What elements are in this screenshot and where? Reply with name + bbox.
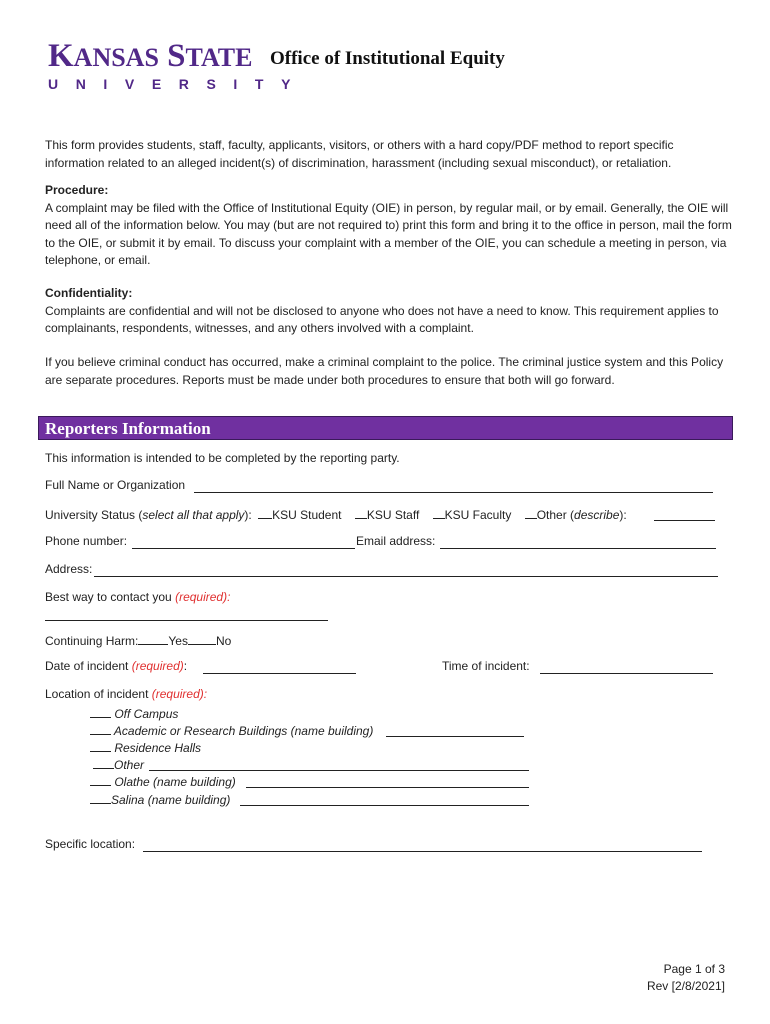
date-field[interactable] (203, 673, 356, 674)
other-location-check[interactable] (93, 756, 114, 769)
date-label: Date of incident (45, 659, 132, 673)
intro-paragraph: This form provides students, staff, faculty, applicants, visitors, or others with a hard copy/PDF method to report specific information related to an alleged incident(s) of discrimination, harassment (including sexual misconduct), or retaliation. (45, 138, 674, 170)
section-title: Reporters Information (45, 419, 211, 438)
harm-yes-check[interactable] (138, 632, 168, 645)
contact-field[interactable] (45, 620, 328, 621)
residence-check[interactable] (90, 739, 111, 752)
academic-check[interactable] (90, 722, 111, 735)
olathe-check[interactable] (90, 773, 111, 786)
other-location-field[interactable] (149, 770, 529, 771)
specific-location-label: Specific location: (45, 837, 136, 851)
location-academic (90, 722, 373, 739)
other-status-hint: describe (574, 508, 620, 522)
revision-date: Rev [2/8/2021] (646, 979, 725, 993)
status-row (45, 506, 627, 523)
location-off-campus (90, 705, 178, 722)
ksu-faculty-check[interactable] (433, 506, 445, 519)
contact-required: (required) (175, 590, 228, 604)
harm-yes-label: Yes (168, 634, 188, 648)
procedure-text: A complaint may be filed with the Office of Institutional Equity (OIE) in person, by regular mail, or by email. Generally, the OIE will need all of the information below. You may (but are not required to) print this form and bring it to the office in person, mail the form to the OIE, or submit it by email. To discuss your complaint with a member of the OIE, you can schedule a meeting in person, via telephone, or email. (45, 200, 732, 267)
location-salina (90, 791, 230, 808)
olathe-label: Olathe (name building) (114, 775, 236, 789)
logo-university: UNIVERSITY (48, 76, 309, 92)
page-number: Page 1 of 3 (663, 962, 725, 976)
continuing-harm-label: Continuing Harm: (45, 634, 139, 648)
full-name-label: Full Name or Organization (45, 478, 186, 492)
location-required: (required) (151, 687, 204, 701)
logo-wordmark: KANSAS STATE (48, 38, 253, 74)
other-status-close: ): (619, 508, 627, 522)
contact-label: Best way to contact you (45, 590, 176, 604)
ksu-student-label: KSU Student (272, 508, 342, 522)
confidentiality-heading: Confidentiality: (45, 286, 133, 300)
salina-check[interactable] (90, 791, 111, 804)
address-field[interactable] (94, 576, 718, 577)
harm-no-check[interactable] (188, 632, 216, 645)
location-olathe (90, 773, 236, 790)
continuing-harm-row (45, 632, 231, 649)
ksu-staff-label: KSU Staff (366, 508, 420, 522)
full-name-field[interactable] (194, 492, 713, 493)
ksu-logo (48, 40, 308, 92)
criminal-note: If you believe criminal conduct has occurred, make a criminal complaint to the police. The criminal justice system and this Policy are separate procedures. Reports must be made under both procedures to ensure that both will go forward. (45, 355, 724, 387)
location-row: Location of incident (required): (45, 687, 208, 701)
salina-label: Salina (name building) (111, 793, 231, 807)
other-status-check[interactable] (525, 506, 537, 519)
office-title: Office of Institutional Equity (270, 48, 505, 69)
ksu-student-check[interactable] (258, 506, 272, 519)
address-label: Address: (45, 562, 93, 576)
ksu-staff-check[interactable] (355, 506, 367, 519)
section-header-bar (38, 416, 733, 440)
confidentiality-text: Complaints are confidential and will not be disclosed to anyone who does not have a need to know. This requirement applies to complainants, respondents, witnesses, and any others involved with a complaint. (45, 303, 719, 335)
specific-location-field[interactable] (143, 851, 702, 852)
other-status-field[interactable] (654, 520, 715, 521)
date-required: (required) (131, 659, 184, 673)
off-campus-label: Off Campus (114, 707, 179, 721)
location-label: Location of incident (45, 687, 152, 701)
confidentiality-block (45, 285, 735, 338)
off-campus-check[interactable] (90, 705, 111, 718)
location-other (93, 756, 144, 773)
email-field[interactable] (440, 548, 716, 549)
harm-no-label: No (215, 634, 232, 648)
procedure-block (45, 182, 735, 270)
olathe-building-field[interactable] (246, 787, 529, 788)
location-residence (90, 739, 201, 756)
time-label: Time of incident: (442, 659, 530, 673)
date-row: Date of incident (required): (45, 659, 188, 673)
phone-label: Phone number: (45, 534, 128, 548)
section-subtitle: This information is intended to be completed by the reporting party. (45, 451, 400, 465)
residence-label: Residence Halls (114, 741, 202, 755)
academic-label: Academic or Research Buildings (name building) (113, 724, 374, 738)
phone-field[interactable] (132, 548, 355, 549)
procedure-heading: Procedure: (45, 183, 109, 197)
status-close: ): (244, 508, 252, 522)
status-hint: select all that apply (142, 508, 245, 522)
time-field[interactable] (540, 673, 713, 674)
ksu-faculty-label: KSU Faculty (444, 508, 512, 522)
salina-building-field[interactable] (240, 805, 529, 806)
email-label: Email address: (356, 534, 436, 548)
status-label: University Status ( (45, 508, 143, 522)
other-status-label: Other ( (536, 508, 575, 522)
contact-row: Best way to contact you (required): (45, 590, 231, 604)
other-location-label: Other (114, 758, 145, 772)
academic-building-field[interactable] (386, 736, 524, 737)
